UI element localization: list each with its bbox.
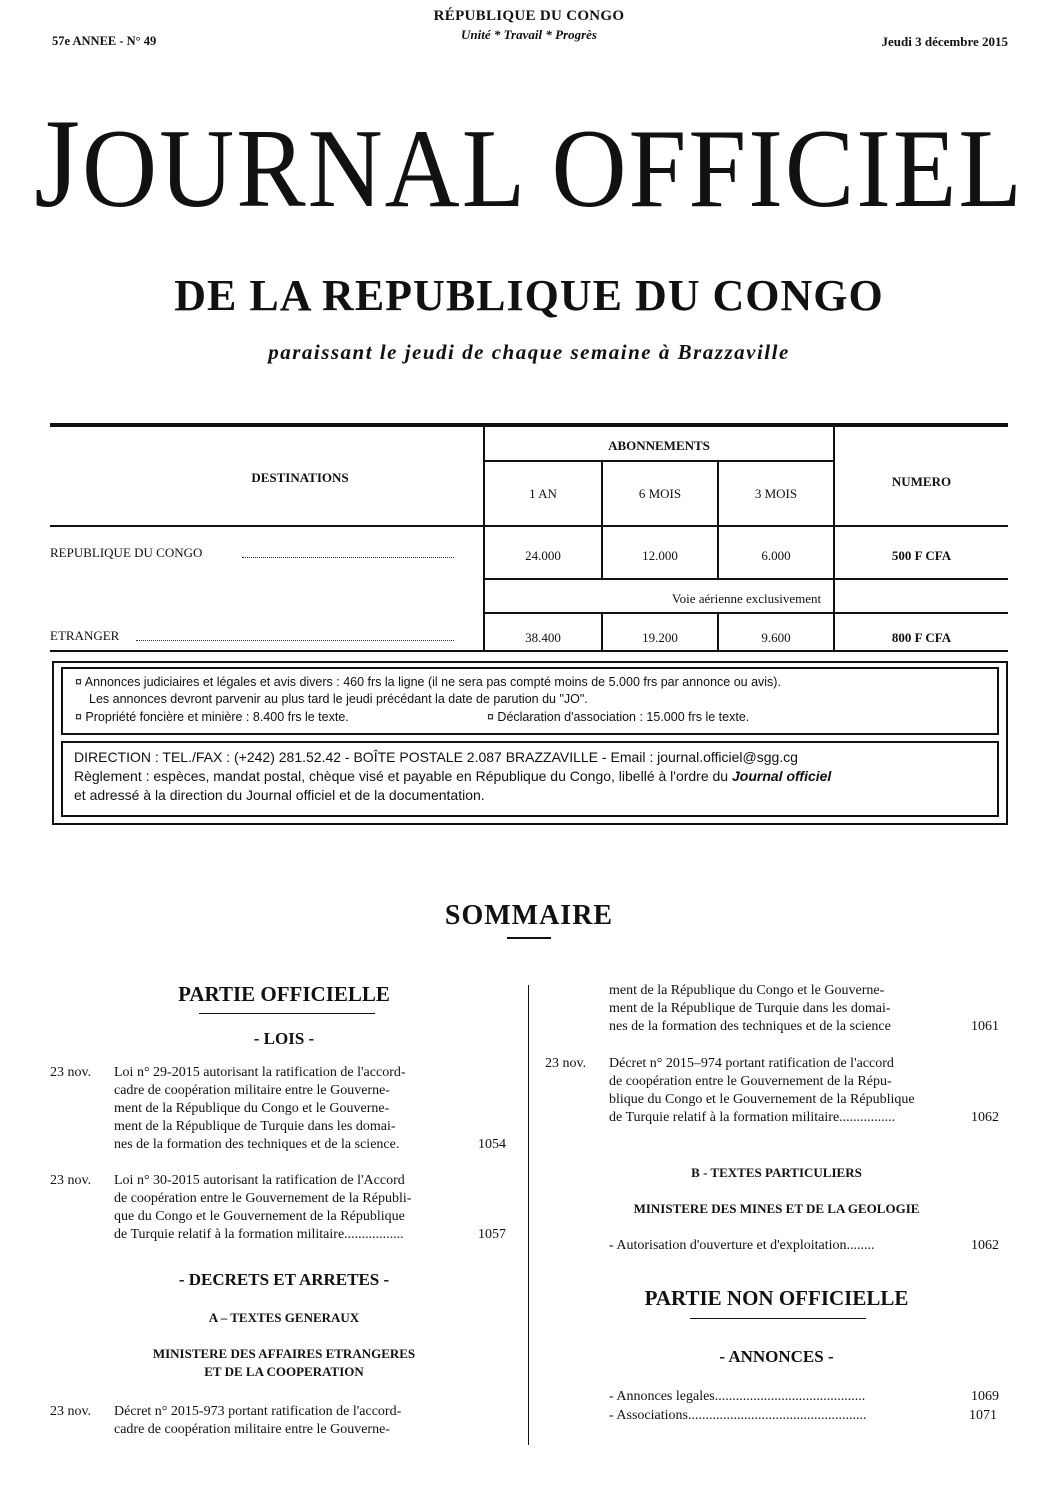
heading-rule (199, 1013, 375, 1014)
issue-number: 57e ANNEE - N° 49 (52, 34, 157, 48)
ministere-mines-heading: MINISTERE DES MINES ET DE LA GEOLOGIE (633, 1201, 920, 1216)
journal-title (0, 92, 1058, 235)
entry-line: - Annonces legales........................................... (609, 1389, 866, 1404)
entry-page: 1062 (971, 1238, 999, 1253)
entry-line: de Turquie relatif à la formation militaire................. (114, 1227, 404, 1242)
entry-line: Loi n° 30-2015 autorisant la ratification de l'Accord (114, 1173, 405, 1188)
table-rule (50, 525, 1008, 527)
textes-particuliers-heading: B - TEXTES PARTICULIERS (691, 1165, 862, 1180)
etranger-3mois: 9.600 (761, 630, 791, 645)
reglement-line (74, 768, 831, 784)
entry-page: 1071 (969, 1408, 997, 1423)
lois-heading: - LOIS - (253, 1029, 315, 1048)
table-rule (483, 612, 1008, 614)
annonces-heading: - ANNONCES - (719, 1347, 834, 1366)
entry-line: ment de la République du Congo et le Gouverne- (609, 983, 885, 998)
entry-line: - Associations................................................... (609, 1408, 867, 1423)
table-rule (483, 460, 835, 462)
partie-officielle-heading: PARTIE OFFICIELLE (178, 982, 390, 1006)
sommaire-rule (507, 937, 551, 939)
title-rest: OURNAL OFFICIEL (81, 106, 1024, 231)
entry-page: 1061 (971, 1019, 999, 1034)
entry-line: Décret n° 2015-973 portant ratification de l'accord- (114, 1404, 402, 1419)
etranger-1an: 38.400 (525, 630, 561, 645)
col-1an: 1 AN (529, 486, 557, 501)
journal-officiel-emph: Journal officiel (732, 768, 832, 784)
entry-line: Loi n° 29-2015 autorisant la ratification de l'accord- (114, 1065, 406, 1080)
entry-line: de coopération entre le Gouvernement de la Répu- (609, 1074, 892, 1089)
congo-numero: 500 F CFA (891, 548, 952, 563)
heading-rule (690, 1318, 866, 1319)
table-rule (483, 578, 1008, 580)
entry-line: ment de la République de Turquie dans les domai- (609, 1001, 891, 1016)
entry-date: 23 nov. (50, 1065, 92, 1080)
notice-line-1: ¤ Annonces judiciaires et légales et avis divers : 460 frs la ligne (il ne sera pas compté moins de 5.000 frs par annonce ou avis). (75, 675, 781, 689)
list-item (545, 1407, 1008, 1425)
entry-line: cadre de coopération militaire entre le Gouverne- (114, 1422, 390, 1437)
entry-line: de Turquie relatif à la formation militaire................ (609, 1110, 896, 1125)
entry-date: 23 nov. (545, 1056, 587, 1071)
list-item (545, 1237, 1008, 1255)
list-item (50, 1172, 518, 1246)
entry-line: ment de la République de Turquie dans les domai- (114, 1119, 396, 1134)
reglement-text: Règlement : espèces, mandat postal, chèque visé et payable en République du Congo, libellé à l'ordre du (74, 768, 732, 784)
notice-box (52, 661, 1008, 825)
entry-date: 23 nov. (50, 1404, 92, 1419)
ministere-heading: MINISTERE DES AFFAIRES ETRANGERES (152, 1346, 416, 1361)
column-divider (528, 985, 529, 1445)
entry-page: 1062 (971, 1110, 999, 1125)
decrets-heading: - DECRETS ET ARRETES - (178, 1270, 390, 1289)
congo-1an: 24.000 (525, 548, 561, 563)
direction-notice (61, 741, 999, 817)
air-note: Voie aérienne exclusivement (671, 591, 822, 606)
numero-header: NUMERO (891, 474, 952, 489)
etranger-6mois: 19.200 (642, 630, 678, 645)
motto: Unité * Travail * Progrès (460, 27, 597, 42)
textes-generaux-heading: A – TEXTES GENERAUX (208, 1310, 360, 1325)
pricing-notice (61, 667, 999, 735)
ministere-heading-2: ET DE LA COOPERATION (204, 1364, 364, 1379)
entry-line: - Autorisation d'ouverture et d'exploitation........ (609, 1238, 875, 1253)
congo-6mois: 12.000 (642, 548, 678, 563)
list-item (545, 1055, 1008, 1129)
entry-line: blique du Congo et le Gouvernement de la République (609, 1092, 915, 1107)
subscription-table (50, 427, 1008, 657)
list-item (50, 1403, 518, 1441)
congo-3mois: 6.000 (761, 548, 791, 563)
direction-line: DIRECTION : TEL./FAX : (+242) 281.52.42 - BOÎTE POSTALE 2.087 BRAZZAVILLE - Email : journal.officiel@sgg.cg (74, 749, 798, 765)
journal-subtitle: DE LA REPUBLIQUE DU CONGO (174, 271, 884, 320)
entry-line: cadre de coopération militaire entre le Gouverne- (114, 1083, 390, 1098)
issue-date: Jeudi 3 décembre 2015 (881, 34, 1008, 49)
col-3mois: 3 MOIS (754, 486, 798, 501)
entry-page: 1054 (478, 1137, 506, 1152)
entry-line: de coopération entre le Gouvernement de la Républi- (114, 1191, 412, 1206)
row-label-etranger: ETRANGER (50, 628, 120, 643)
entry-page: 1069 (971, 1389, 999, 1404)
partie-non-officielle-heading: PARTIE NON OFFICIELLE (644, 1286, 909, 1310)
entry-line: Décret n° 2015–974 portant ratification de l'accord (609, 1056, 894, 1071)
table-rule (50, 650, 1008, 652)
sommaire-title: SOMMAIRE (444, 900, 614, 931)
notice-line-3b: ¤ Déclaration d'association : 15.000 frs le texte. (487, 710, 750, 724)
col-6mois: 6 MOIS (638, 486, 682, 501)
entry-line: nes de la formation des techniques et de la science (609, 1019, 891, 1034)
notice-line-3a: ¤ Propriété foncière et minière : 8.400 frs le texte. (75, 710, 349, 724)
list-item (545, 1388, 1008, 1406)
journal-tagline: paraissant le jeudi de chaque semaine à Brazzaville (268, 340, 790, 364)
list-item (50, 1064, 518, 1156)
republic-name: RÉPUBLIQUE DU CONGO (433, 8, 625, 24)
notice-line-2: Les annonces devront parvenir au plus tard le jeudi précédant la date de parution du "JO". (89, 692, 588, 706)
destinations-header: DESTINATIONS (251, 470, 349, 485)
entry-page: 1057 (478, 1227, 506, 1242)
row-label-congo: REPUBLIQUE DU CONGO (50, 545, 203, 560)
entry-line: ment de la République du Congo et le Gouverne- (114, 1101, 390, 1116)
entry-date: 23 nov. (50, 1173, 92, 1188)
abonnements-header: ABONNEMENTS (608, 438, 710, 453)
etranger-numero: 800 F CFA (891, 630, 952, 645)
leader-dots (242, 557, 454, 558)
entry-line: que du Congo et le Gouvernement de la République (114, 1209, 405, 1224)
leader-dots (136, 640, 454, 641)
title-initial: J (34, 92, 82, 235)
list-item (545, 982, 1008, 1038)
entry-line: nes de la formation des techniques et de la science. (114, 1137, 400, 1152)
adresse-line: et adressé à la direction du Journal officiel et de la documentation. (74, 787, 485, 803)
